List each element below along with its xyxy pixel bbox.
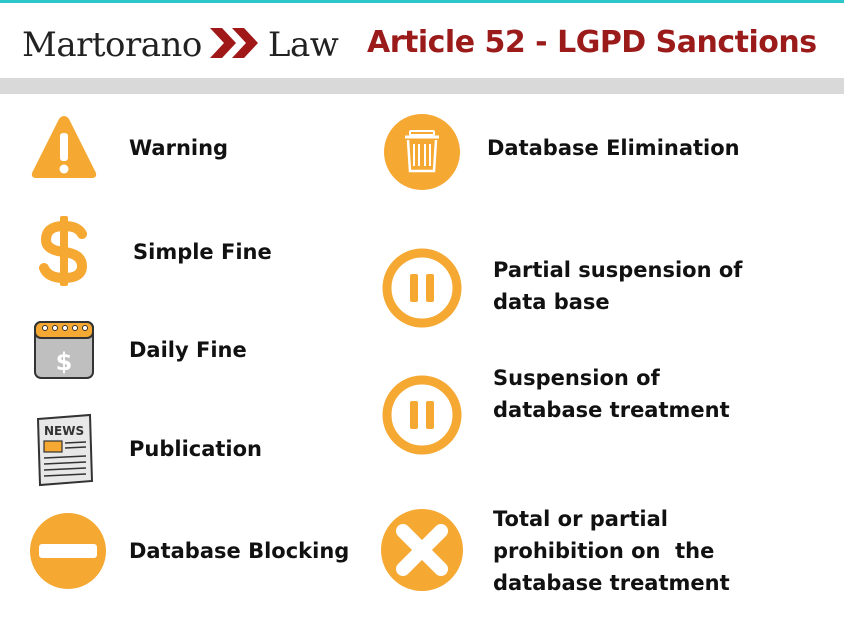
dollar-icon bbox=[38, 214, 90, 292]
divider-band bbox=[0, 78, 844, 94]
trash-icon bbox=[383, 113, 461, 195]
sanction-label-line-1: Total or partial bbox=[493, 507, 668, 531]
header bbox=[0, 3, 844, 75]
page-title: Article 52 - LGPD Sanctions bbox=[367, 25, 817, 60]
sanction-label-line-2: database treatment bbox=[493, 398, 730, 422]
sanction-label-line-2: data base bbox=[493, 290, 610, 314]
sanction-label: Database Blocking bbox=[129, 539, 350, 563]
block-icon bbox=[29, 512, 107, 594]
logo-text-left: Martorano bbox=[22, 25, 202, 65]
logo-chevrons-icon bbox=[208, 26, 262, 64]
sanction-label: Database Elimination bbox=[487, 136, 740, 160]
sanction-label: Daily Fine bbox=[129, 338, 247, 362]
sanction-label: Publication bbox=[129, 437, 263, 461]
sanction-label-line-1: Suspension of bbox=[493, 366, 660, 390]
svg-text:NEWS: NEWS bbox=[44, 424, 85, 438]
sanction-label-line-2: prohibition on the bbox=[493, 539, 715, 563]
sanction-label-line-3: database treatment bbox=[493, 571, 730, 595]
close-icon bbox=[380, 508, 464, 596]
sanction-label: Simple Fine bbox=[133, 240, 272, 264]
svg-text:$: $ bbox=[55, 348, 73, 376]
sanction-label-line-1: Partial suspension of bbox=[493, 258, 743, 282]
pause-icon bbox=[382, 248, 462, 332]
logo bbox=[22, 23, 338, 67]
pause-icon bbox=[382, 375, 462, 459]
newspaper-icon bbox=[34, 413, 96, 491]
sanction-label: Warning bbox=[129, 136, 229, 160]
logo-text-right: Law bbox=[267, 25, 339, 65]
warning-icon bbox=[30, 113, 98, 185]
calendar-dollar-icon bbox=[33, 318, 95, 384]
